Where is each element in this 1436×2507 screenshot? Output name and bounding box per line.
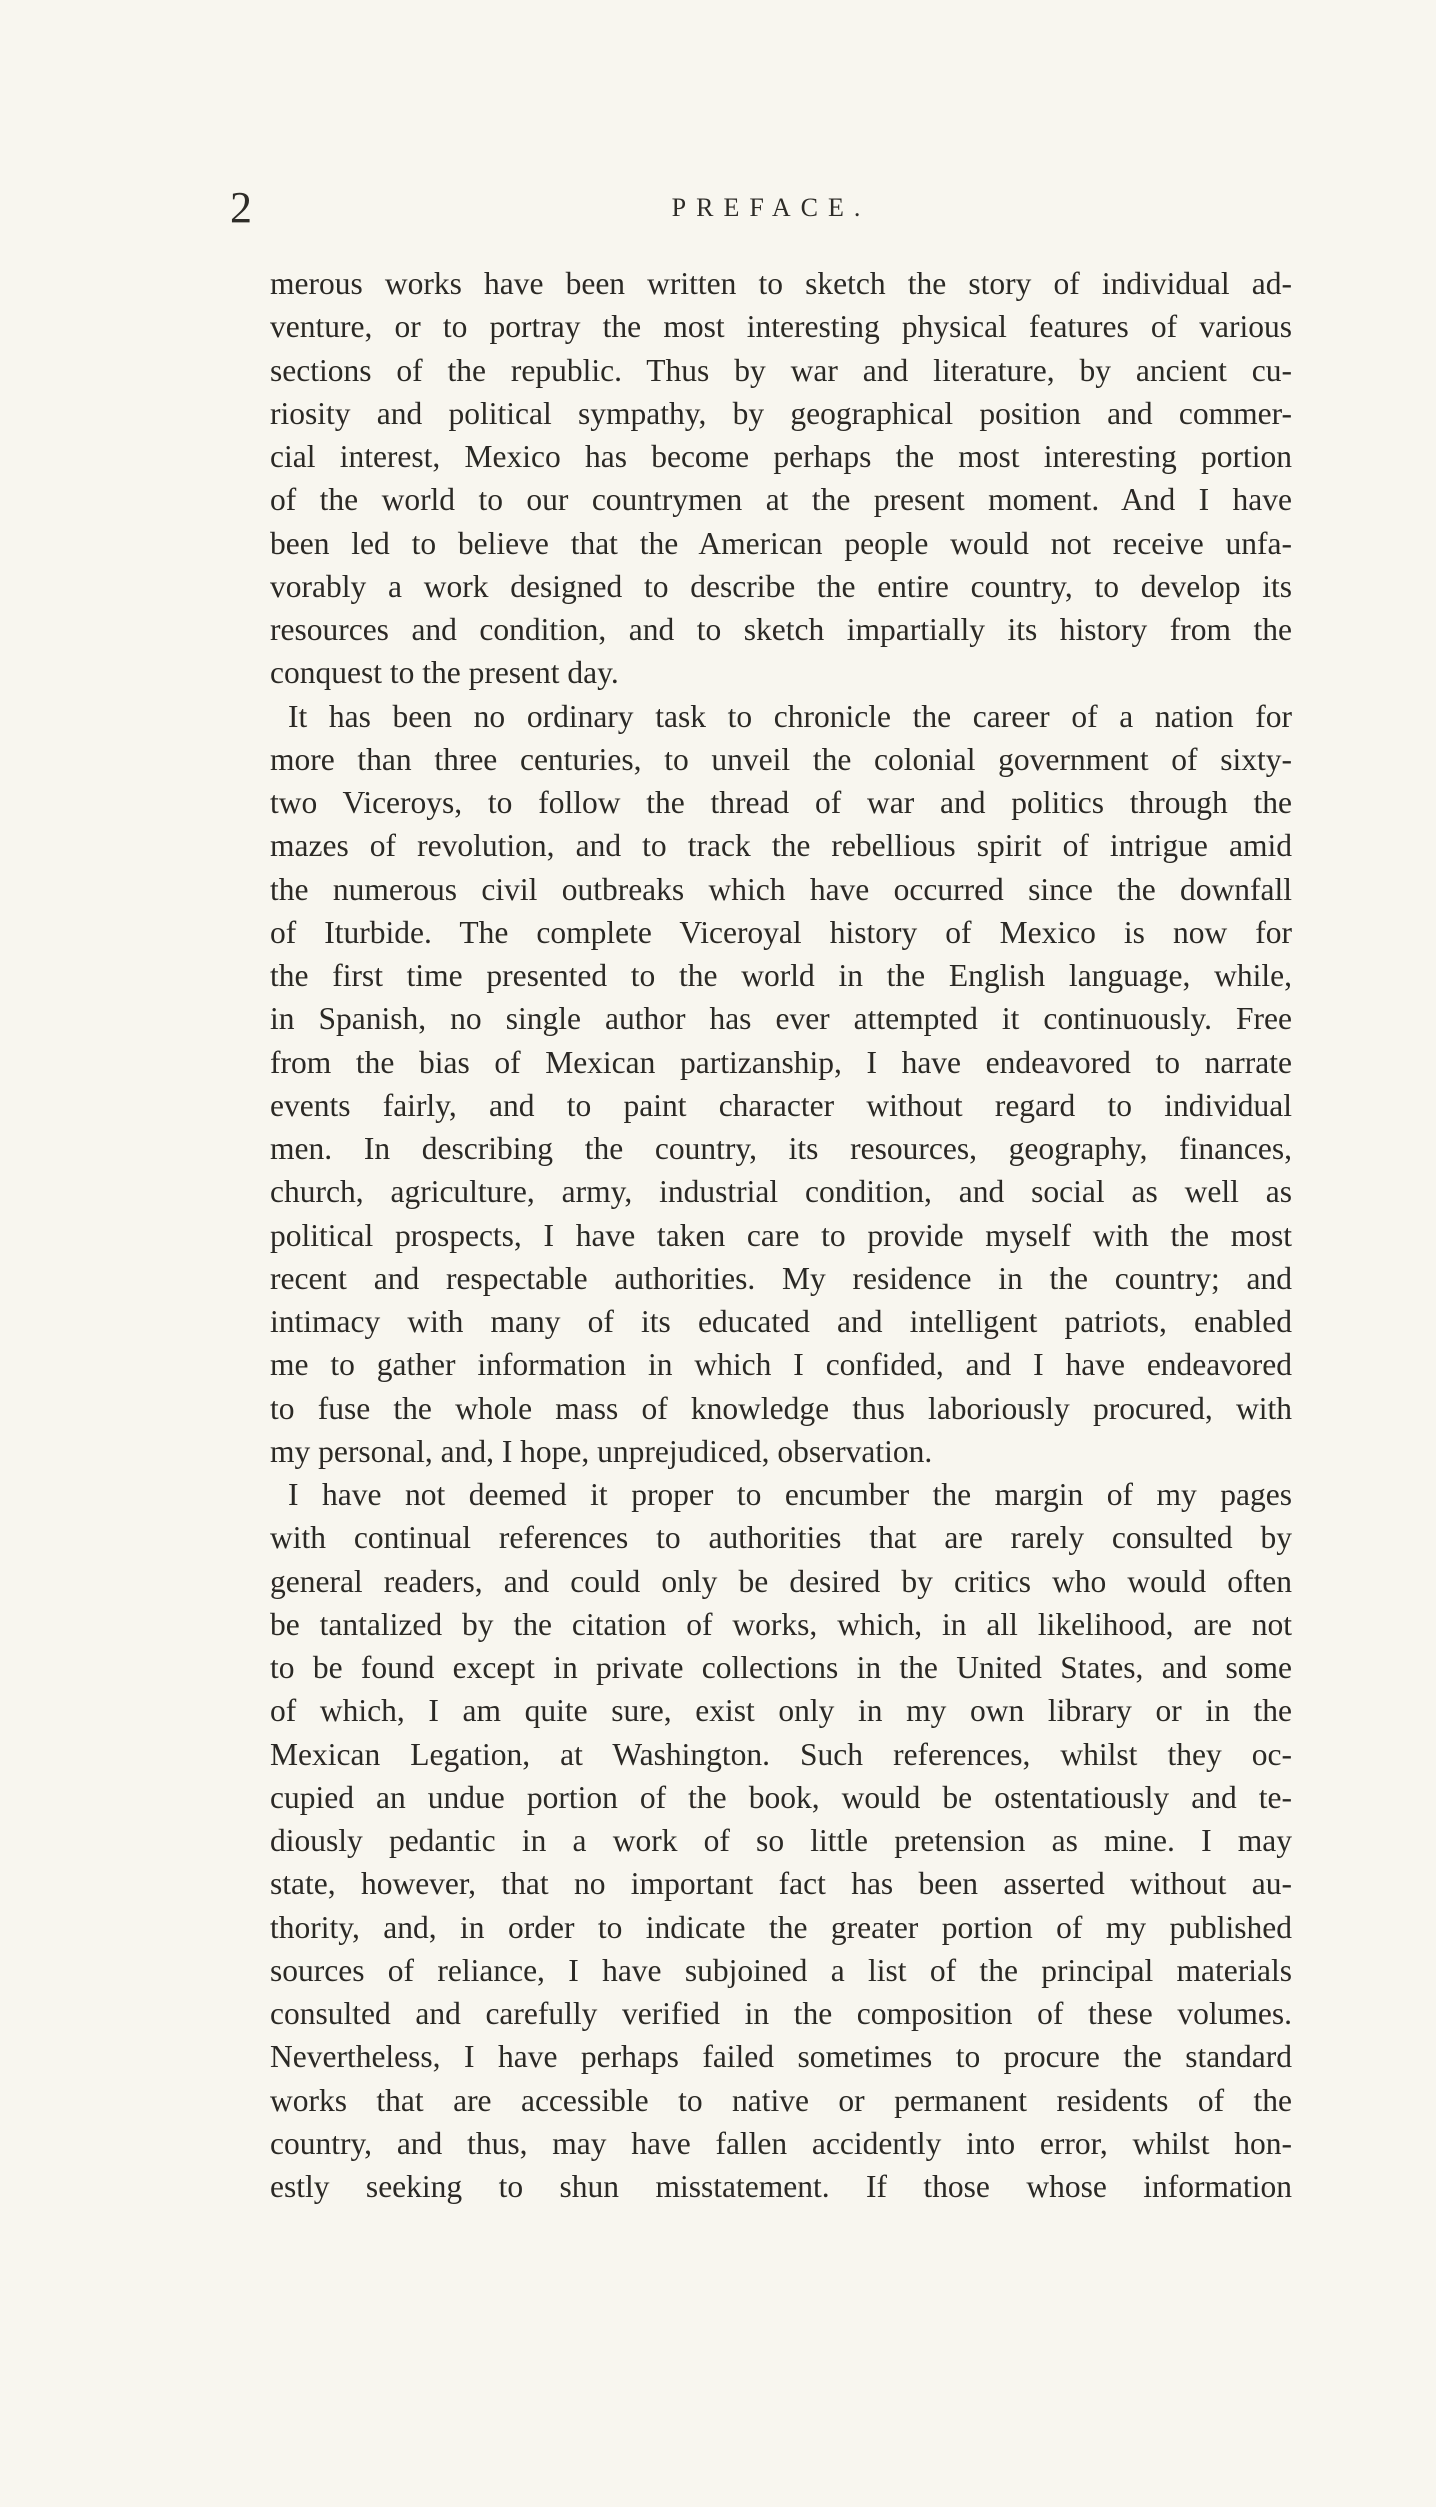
- page-header: [230, 178, 1292, 238]
- text-line: thority, and, in order to indicate the greater portion of my published: [270, 1909, 1292, 1945]
- text-line: sections of the republic. Thus by war and literature, by ancient cu-: [270, 352, 1292, 388]
- text-line: state, however, that no important fact has been asserted without au-: [270, 1866, 1292, 1902]
- text-line: from the bias of Mexican partizanship, I have endeavored to narrate: [270, 1044, 1292, 1080]
- text-line: with continual references to authorities that are rarely consulted by: [270, 1520, 1292, 1556]
- text-line: recent and respectable authorities. My residence in the country; and: [270, 1260, 1292, 1296]
- text-line: riosity and political sympathy, by geographical position and commer-: [270, 395, 1292, 431]
- text-line: works that are accessible to native or permanent residents of the: [270, 2082, 1292, 2118]
- text-line: more than three centuries, to unveil the colonial government of sixty-: [270, 741, 1292, 777]
- text-line: church, agriculture, army, industrial condition, and social as well as: [270, 1174, 1292, 1210]
- text-line: of Iturbide. The complete Viceroyal history of Mexico is now for: [270, 914, 1292, 950]
- body-text: [270, 262, 1292, 2208]
- text-line: consulted and carefully verified in the composition of these volumes.: [270, 1996, 1292, 2031]
- text-line: sources of reliance, I have subjoined a list of the principal materials: [270, 1952, 1292, 1988]
- text-line: I have not deemed it proper to encumber the margin of my pages: [288, 1477, 1292, 1512]
- text-line: been led to believe that the American people would not receive unfa-: [270, 525, 1292, 561]
- text-line: merous works have been written to sketch the story of individual ad-: [270, 266, 1292, 301]
- text-line: Nevertheless, I have perhaps failed sometimes to procure the standard: [270, 2039, 1292, 2075]
- text-line: of the world to our countrymen at the present moment. And I have: [270, 482, 1292, 518]
- text-line: of which, I am quite sure, exist only in my own library or in the: [270, 1693, 1292, 1729]
- text-line: to be found except in private collections in the United States, and some: [270, 1650, 1292, 1685]
- text-line: two Viceroys, to follow the thread of war and politics through the: [270, 785, 1292, 820]
- text-line: political prospects, I have taken care to provide myself with the most: [270, 1217, 1292, 1253]
- text-line: general readers, and could only be desired by critics who would often: [270, 1563, 1292, 1599]
- text-line: conquest to the present day.: [270, 655, 619, 691]
- text-line: be tantalized by the citation of works, which, in all likelihood, are not: [270, 1606, 1292, 1642]
- text-line: mazes of revolution, and to track the rebellious spirit of intrigue amid: [270, 828, 1292, 864]
- text-line: diously pedantic in a work of so little pretension as mine. I may: [270, 1823, 1292, 1858]
- text-line: Mexican Legation, at Washington. Such references, whilst they oc-: [270, 1736, 1292, 1772]
- text-line: resources and condition, and to sketch impartially its history from the: [270, 612, 1292, 647]
- text-line: country, and thus, may have fallen accidently into error, whilst hon-: [270, 2125, 1292, 2161]
- text-line: venture, or to portray the most interesting physical features of various: [270, 309, 1292, 345]
- text-line: my personal, and, I hope, unprejudiced, observation.: [270, 1433, 933, 1469]
- text-line: intimacy with many of its educated and intelligent patriots, enabled: [270, 1304, 1292, 1339]
- page-number: 2: [230, 183, 252, 232]
- text-line: cupied an undue portion of the book, would be ostentatiously and te-: [270, 1779, 1292, 1815]
- text-line: me to gather information in which I confided, and I have endeavored: [270, 1347, 1292, 1383]
- text-line: events fairly, and to paint character without regard to individual: [270, 1087, 1292, 1123]
- text-line: to fuse the whole mass of knowledge thus laboriously procured, with: [270, 1390, 1292, 1426]
- text-line: in Spanish, no single author has ever attempted it continuously. Free: [270, 1001, 1292, 1037]
- text-line: the first time presented to the world in the English language, while,: [270, 958, 1292, 993]
- text-line: It has been no ordinary task to chronicle the career of a nation for: [288, 698, 1292, 734]
- text-line: the numerous civil outbreaks which have occurred since the downfall: [270, 871, 1292, 907]
- running-head: PREFACE.: [671, 193, 871, 222]
- text-line: cial interest, Mexico has become perhaps the most interesting portion: [270, 439, 1292, 474]
- text-line: estly seeking to shun misstatement. If those whose information: [270, 2169, 1292, 2204]
- text-line: men. In describing the country, its resources, geography, finances,: [270, 1131, 1292, 1166]
- text-line: vorably a work designed to describe the entire country, to develop its: [270, 568, 1292, 604]
